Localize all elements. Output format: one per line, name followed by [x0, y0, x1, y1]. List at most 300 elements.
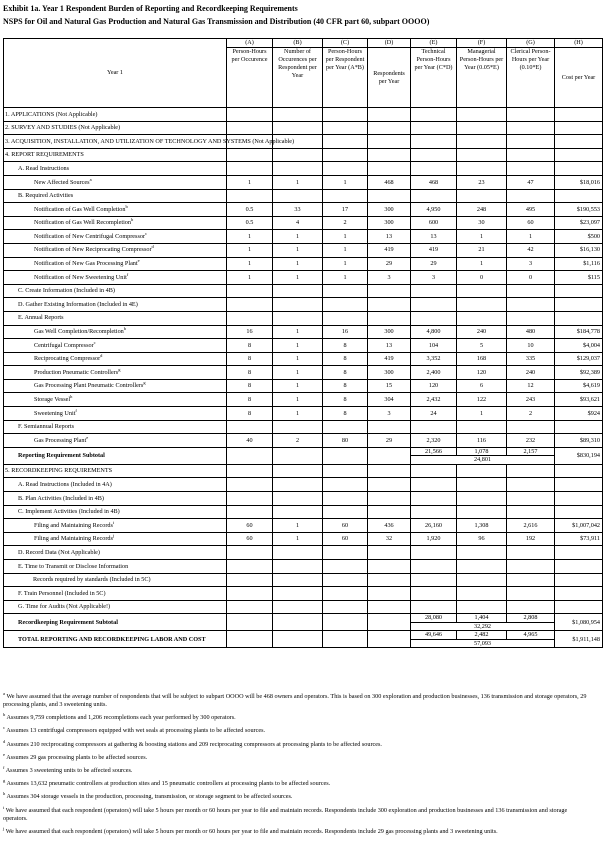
table-row: [4, 587, 603, 601]
cell-c: 8: [323, 407, 368, 421]
table-row: [4, 393, 603, 407]
footnote: [3, 780, 593, 788]
cell-h: $23,097: [555, 216, 603, 230]
empty-cell: [555, 573, 603, 587]
empty-cell: [227, 587, 273, 601]
cell-a: 0.5: [227, 203, 273, 217]
cell-d: 29: [368, 434, 411, 448]
empty-cell: [411, 505, 457, 519]
empty-cell: [411, 478, 457, 492]
table-row: [4, 532, 603, 546]
col-letter-f: (F): [457, 39, 507, 48]
empty-cell: [507, 464, 555, 478]
cell-a: 8: [227, 379, 273, 393]
footnote: [3, 738, 593, 749]
subtotal-label: TOTAL REPORTING AND RECORDKEEPING LABOR AND COST: [4, 631, 227, 648]
subtotal-label: Recordkeeping Requirement Subtotal: [4, 614, 227, 631]
empty-cell: [323, 284, 368, 298]
cell-g: 47: [507, 175, 555, 189]
empty-cell: [457, 587, 507, 601]
section-label: E. Time to Transmit or Disclose Information: [4, 560, 227, 574]
col-header-h: Cost per Year: [555, 48, 603, 108]
empty-cell: [273, 505, 323, 519]
empty-cell: [507, 298, 555, 312]
cell-e: 26,160: [411, 519, 457, 533]
footnote-mark: b: [123, 325, 127, 331]
empty-cell: [507, 478, 555, 492]
row-label: [4, 216, 227, 230]
cell-g: 2: [507, 407, 555, 421]
empty-cell: [411, 148, 457, 162]
empty-cell: [555, 546, 603, 560]
empty-cell: [273, 121, 323, 135]
empty-cell: [457, 420, 507, 434]
empty-cell: [368, 505, 411, 519]
empty-cell: [555, 148, 603, 162]
table-row: [4, 366, 603, 380]
footnote-mark: b: [131, 217, 134, 223]
row-label-text: Notification of Gas Well Completion: [34, 205, 126, 213]
subtotal-g: 2,808: [507, 614, 555, 623]
footnote-text: We have assumed that the average number of respondents that will be subject to subpart OOOO will be 468 owners and operators. This is based on 300 exploration and production businesses, 136 transmission and storage operators, 29 processing plants, and 3 sweetening units.: [3, 693, 587, 708]
cell-a: 8: [227, 339, 273, 353]
footnote: [3, 727, 593, 735]
empty-cell: [555, 505, 603, 519]
footnotes: [3, 690, 593, 841]
empty-cell: [555, 420, 603, 434]
empty-cell: [457, 298, 507, 312]
empty-cell: [323, 420, 368, 434]
cell-g: 42: [507, 243, 555, 257]
empty-cell: [323, 311, 368, 325]
cell-g: 60: [507, 216, 555, 230]
table-row: [4, 505, 603, 519]
section-label: B. Required Activities: [4, 189, 227, 203]
table-row: [4, 162, 603, 176]
cell-g: 10: [507, 339, 555, 353]
cell-c: 2: [323, 216, 368, 230]
empty-cell: [273, 600, 323, 614]
footnote-mark: h: [70, 393, 73, 399]
empty-cell: [323, 189, 368, 203]
section-label: 3. ACQUISITION, INSTALLATION, AND UTILIZATION OF TECHNOLOGY AND SYSTEMS (Not Applicable): [4, 135, 227, 149]
cell-d: 29: [368, 257, 411, 271]
footnote-mark: c: [93, 339, 96, 345]
table-row: [4, 175, 603, 189]
footnote-mark: i: [3, 804, 5, 810]
subtotal-e: 49,646: [411, 631, 457, 640]
empty-cell: [227, 162, 273, 176]
empty-cell: [273, 284, 323, 298]
empty-cell: [368, 631, 411, 648]
empty-cell: [368, 162, 411, 176]
footnote-mark: d: [3, 738, 6, 744]
footnote-text: We have assumed that each respondent (operators) will take 5 hours per month or 60 hours per year to file and maintain records. Respondents include 29 gas processing plants and 3 sweetening units.: [5, 827, 498, 835]
footnote: [3, 751, 593, 762]
section-label: B. Plan Activities (Included in 4B): [4, 492, 227, 506]
footnote-mark: a: [3, 690, 5, 696]
empty-cell: [368, 546, 411, 560]
cell-a: 1: [227, 271, 273, 285]
cell-e: 4,950: [411, 203, 457, 217]
cell-d: 13: [368, 230, 411, 244]
empty-cell: [555, 464, 603, 478]
cell-a: 60: [227, 519, 273, 533]
empty-cell: [411, 464, 457, 478]
empty-cell: [368, 121, 411, 135]
cell-c: 1: [323, 257, 368, 271]
burden-table: [3, 38, 603, 648]
empty-cell: [368, 478, 411, 492]
empty-cell: [323, 162, 368, 176]
exhibit-title-line2: NSPS for Oil and Natural Gas Production and Natural Gas Transmission and Distribution (40 CFR part 60, subpart OOOO): [3, 17, 430, 26]
cell-b: 1: [273, 175, 323, 189]
cell-h: $500: [555, 230, 603, 244]
empty-cell: [368, 298, 411, 312]
cell-b: 2: [273, 434, 323, 448]
cell-a: 0.5: [227, 216, 273, 230]
cell-e: 2,400: [411, 366, 457, 380]
empty-cell: [273, 573, 323, 587]
section-label: E. Annual Reports: [4, 311, 227, 325]
cell-c: 8: [323, 352, 368, 366]
row-label: [4, 257, 227, 271]
cell-f: 120: [457, 366, 507, 380]
cell-e: 24: [411, 407, 457, 421]
col-letter-c: (C): [323, 39, 368, 48]
empty-cell: [227, 505, 273, 519]
cell-g: 12: [507, 379, 555, 393]
empty-cell: [411, 492, 457, 506]
row-label: [4, 407, 227, 421]
cell-e: 4,800: [411, 325, 457, 339]
cell-b: 1: [273, 379, 323, 393]
empty-cell: [457, 162, 507, 176]
empty-cell: [323, 546, 368, 560]
section-label: G. Time for Audits (Not Applicable!): [4, 600, 227, 614]
cell-g: 480: [507, 325, 555, 339]
row-label-text: Storage Vessel: [34, 396, 71, 404]
empty-cell: [323, 492, 368, 506]
footnote-mark: g: [118, 366, 121, 372]
table-row: [4, 135, 603, 149]
empty-cell: [273, 478, 323, 492]
empty-cell: [507, 420, 555, 434]
cell-e: 1,920: [411, 532, 457, 546]
empty-cell: [411, 546, 457, 560]
cell-h: $93,621: [555, 393, 603, 407]
cell-b: 1: [273, 352, 323, 366]
table-row: [4, 339, 603, 353]
cell-d: 13: [368, 339, 411, 353]
empty-cell: [507, 546, 555, 560]
cell-h: $4,619: [555, 379, 603, 393]
empty-cell: [368, 600, 411, 614]
footnote: [3, 825, 593, 836]
row-label-text: Notification of New Centrifugal Compressor: [34, 232, 146, 240]
row-label: [4, 532, 227, 546]
subtotal-f: 1,404: [457, 614, 507, 623]
cell-h: $190,553: [555, 203, 603, 217]
empty-cell: [323, 505, 368, 519]
table-row: [4, 560, 603, 574]
empty-cell: [507, 505, 555, 519]
empty-cell: [457, 505, 507, 519]
row-label-text: Centrifugal Compressor: [34, 341, 94, 349]
section-label: 2. SURVEY AND STUDIES (Not Applicable): [4, 121, 227, 135]
subtotal-row: [4, 447, 603, 456]
cell-h: $184,778: [555, 325, 603, 339]
subtotal-e: 28,080: [411, 614, 457, 623]
row-label: [4, 230, 227, 244]
empty-cell: [273, 447, 323, 464]
empty-cell: [227, 492, 273, 506]
table-row: [4, 464, 603, 478]
section-label: A. Read Instructions (Included in 4A): [4, 478, 227, 492]
empty-cell: [507, 135, 555, 149]
footnote-mark: d: [100, 353, 103, 359]
empty-cell: [555, 298, 603, 312]
empty-cell: [323, 573, 368, 587]
cell-f: 1: [457, 230, 507, 244]
cell-h: $4,004: [555, 339, 603, 353]
empty-cell: [273, 148, 323, 162]
section-label: Records required by standards (Included in 5C): [4, 573, 227, 587]
footnote-mark: i: [112, 519, 115, 525]
cell-h: $92,389: [555, 366, 603, 380]
footnote-mark: e: [86, 434, 89, 440]
row-label-text: Reciprocating Compressor: [34, 355, 101, 363]
cell-f: 96: [457, 532, 507, 546]
row-label: [4, 366, 227, 380]
row-label: [4, 203, 227, 217]
empty-cell: [227, 189, 273, 203]
empty-cell: [227, 447, 273, 464]
empty-cell: [227, 148, 273, 162]
row-label: [4, 519, 227, 533]
empty-cell: [411, 162, 457, 176]
empty-cell: [227, 614, 273, 631]
row-label-text: Gas Processing Plant: [34, 436, 87, 444]
cell-g: 335: [507, 352, 555, 366]
row-label-text: Notification of New Sweetening Unit: [34, 273, 127, 281]
subtotal-g: 4,965: [507, 631, 555, 640]
table-row: [4, 230, 603, 244]
empty-cell: [368, 560, 411, 574]
empty-cell: [227, 600, 273, 614]
cell-c: 16: [323, 325, 368, 339]
empty-cell: [227, 631, 273, 648]
col-letter-e: (E): [411, 39, 457, 48]
empty-cell: [273, 546, 323, 560]
table-row: [4, 352, 603, 366]
cell-h: $89,310: [555, 434, 603, 448]
row-label: [4, 379, 227, 393]
empty-cell: [368, 135, 411, 149]
empty-cell: [273, 587, 323, 601]
cell-a: 1: [227, 257, 273, 271]
cell-a: 8: [227, 407, 273, 421]
table-row: [4, 298, 603, 312]
empty-cell: [273, 631, 323, 648]
cell-f: 23: [457, 175, 507, 189]
row-label-text: New Affected Sources: [34, 178, 90, 186]
footnote-mark: g: [3, 778, 6, 784]
cell-b: 1: [273, 257, 323, 271]
row-label-text: Gas Processing Plant Pneumatic Controllers: [34, 382, 144, 390]
footnote: [3, 804, 593, 823]
empty-cell: [368, 284, 411, 298]
footnote-mark: j: [112, 533, 115, 539]
empty-cell: [457, 311, 507, 325]
cell-e: 419: [411, 243, 457, 257]
cell-c: 1: [323, 175, 368, 189]
row-label-text: Notification of New Gas Processing Plant: [34, 260, 138, 268]
empty-cell: [507, 284, 555, 298]
footnote-mark: j: [3, 825, 5, 831]
empty-cell: [411, 587, 457, 601]
cell-b: 1: [273, 325, 323, 339]
cell-b: 1: [273, 393, 323, 407]
empty-cell: [323, 464, 368, 478]
col-letter-g: (G): [507, 39, 555, 48]
empty-cell: [507, 121, 555, 135]
row-label-text: Filing and Maintaining Records: [34, 535, 113, 543]
empty-cell: [273, 298, 323, 312]
cell-d: 3: [368, 407, 411, 421]
table-row: [4, 216, 603, 230]
row-label-text: Notification of New Reciprocating Compressor: [34, 246, 152, 254]
cell-c: 1: [323, 243, 368, 257]
empty-cell: [368, 492, 411, 506]
empty-cell: [323, 560, 368, 574]
empty-cell: [457, 108, 507, 122]
cell-h: $1,116: [555, 257, 603, 271]
empty-cell: [368, 148, 411, 162]
footnote-text: Assumes 3 sweetening units to be affected sources.: [5, 766, 133, 774]
empty-cell: [507, 560, 555, 574]
empty-cell: [555, 162, 603, 176]
empty-cell: [323, 148, 368, 162]
row-label-text: Sweetening Unit: [34, 409, 76, 417]
footnote-text: Assumes 9,759 completions and 1,206 recompletions each year performed by 300 operators.: [6, 714, 236, 722]
cell-c: 8: [323, 339, 368, 353]
empty-cell: [457, 121, 507, 135]
empty-cell: [368, 464, 411, 478]
empty-cell: [227, 298, 273, 312]
section-label: C. Create Information (Included in 4B): [4, 284, 227, 298]
cell-f: 6: [457, 379, 507, 393]
cell-e: 120: [411, 379, 457, 393]
empty-cell: [273, 162, 323, 176]
cell-b: 1: [273, 230, 323, 244]
empty-cell: [411, 600, 457, 614]
row-label: [4, 271, 227, 285]
row-label-text: Filing and Maintaining Records: [34, 521, 113, 529]
empty-cell: [273, 311, 323, 325]
footnote: [3, 690, 593, 709]
col-header-d: Respondents per Year: [368, 48, 411, 108]
section-label: D. Gather Existing Information (Included in 4E): [4, 298, 227, 312]
cell-g: 243: [507, 393, 555, 407]
footnote-mark: e: [3, 751, 5, 757]
footnote-mark: d: [151, 244, 154, 250]
section-label: A. Read Instructions: [4, 162, 227, 176]
cell-g: 0: [507, 271, 555, 285]
empty-cell: [411, 573, 457, 587]
cell-g: 3: [507, 257, 555, 271]
empty-cell: [457, 148, 507, 162]
cell-d: 32: [368, 532, 411, 546]
cell-f: 1,308: [457, 519, 507, 533]
empty-cell: [507, 108, 555, 122]
table-row: [4, 407, 603, 421]
cell-b: 1: [273, 519, 323, 533]
subtotal-hours: 32,292: [411, 622, 555, 631]
subtotal-g: 2,157: [507, 447, 555, 456]
empty-cell: [323, 447, 368, 464]
cell-a: 8: [227, 366, 273, 380]
subtotal-row: [4, 631, 603, 640]
cell-d: 468: [368, 175, 411, 189]
empty-cell: [555, 587, 603, 601]
empty-cell: [411, 284, 457, 298]
cell-c: 60: [323, 532, 368, 546]
footnote-mark: f: [126, 271, 129, 277]
empty-cell: [227, 420, 273, 434]
footnote-mark: e: [137, 258, 140, 264]
cell-f: 240: [457, 325, 507, 339]
cell-d: 436: [368, 519, 411, 533]
footnote-mark: c: [3, 725, 5, 731]
empty-cell: [457, 135, 507, 149]
empty-cell: [273, 492, 323, 506]
cell-h: $18,016: [555, 175, 603, 189]
empty-cell: [555, 135, 603, 149]
col-letter-h: (H): [555, 39, 603, 48]
cell-d: 300: [368, 203, 411, 217]
cell-a: 1: [227, 175, 273, 189]
table-row: [4, 478, 603, 492]
table-row: [4, 121, 603, 135]
table-row: [4, 311, 603, 325]
footnote-text: We have assumed that each respondent (operators) will take 5 hours per month or 60 hours per year to file and maintain records. Respondents include 300 exploration and production businesses and 136 transmission and storage operators.: [3, 806, 568, 822]
empty-cell: [323, 614, 368, 631]
cell-b: 1: [273, 271, 323, 285]
cell-f: 1: [457, 407, 507, 421]
empty-cell: [555, 600, 603, 614]
cell-d: 300: [368, 216, 411, 230]
section-label: F. Semiannual Reports: [4, 420, 227, 434]
col-header-c: Person-Hours per Respondent per Year (A*B): [323, 48, 368, 108]
footnote: [3, 714, 593, 722]
cell-c: 8: [323, 366, 368, 380]
subtotal-label: Reporting Requirement Subtotal: [4, 447, 227, 464]
cell-h: $924: [555, 407, 603, 421]
cell-e: 29: [411, 257, 457, 271]
empty-cell: [368, 587, 411, 601]
empty-cell: [457, 546, 507, 560]
table-row: [4, 257, 603, 271]
empty-cell: [411, 135, 457, 149]
row-label-text: Gas Well Completion/Recompletion: [34, 328, 124, 336]
cell-h: $129,037: [555, 352, 603, 366]
cell-e: 600: [411, 216, 457, 230]
subtotal-cost: $1,080,954: [555, 614, 603, 631]
cell-e: 104: [411, 339, 457, 353]
cell-e: 2,320: [411, 434, 457, 448]
table-row: [4, 420, 603, 434]
